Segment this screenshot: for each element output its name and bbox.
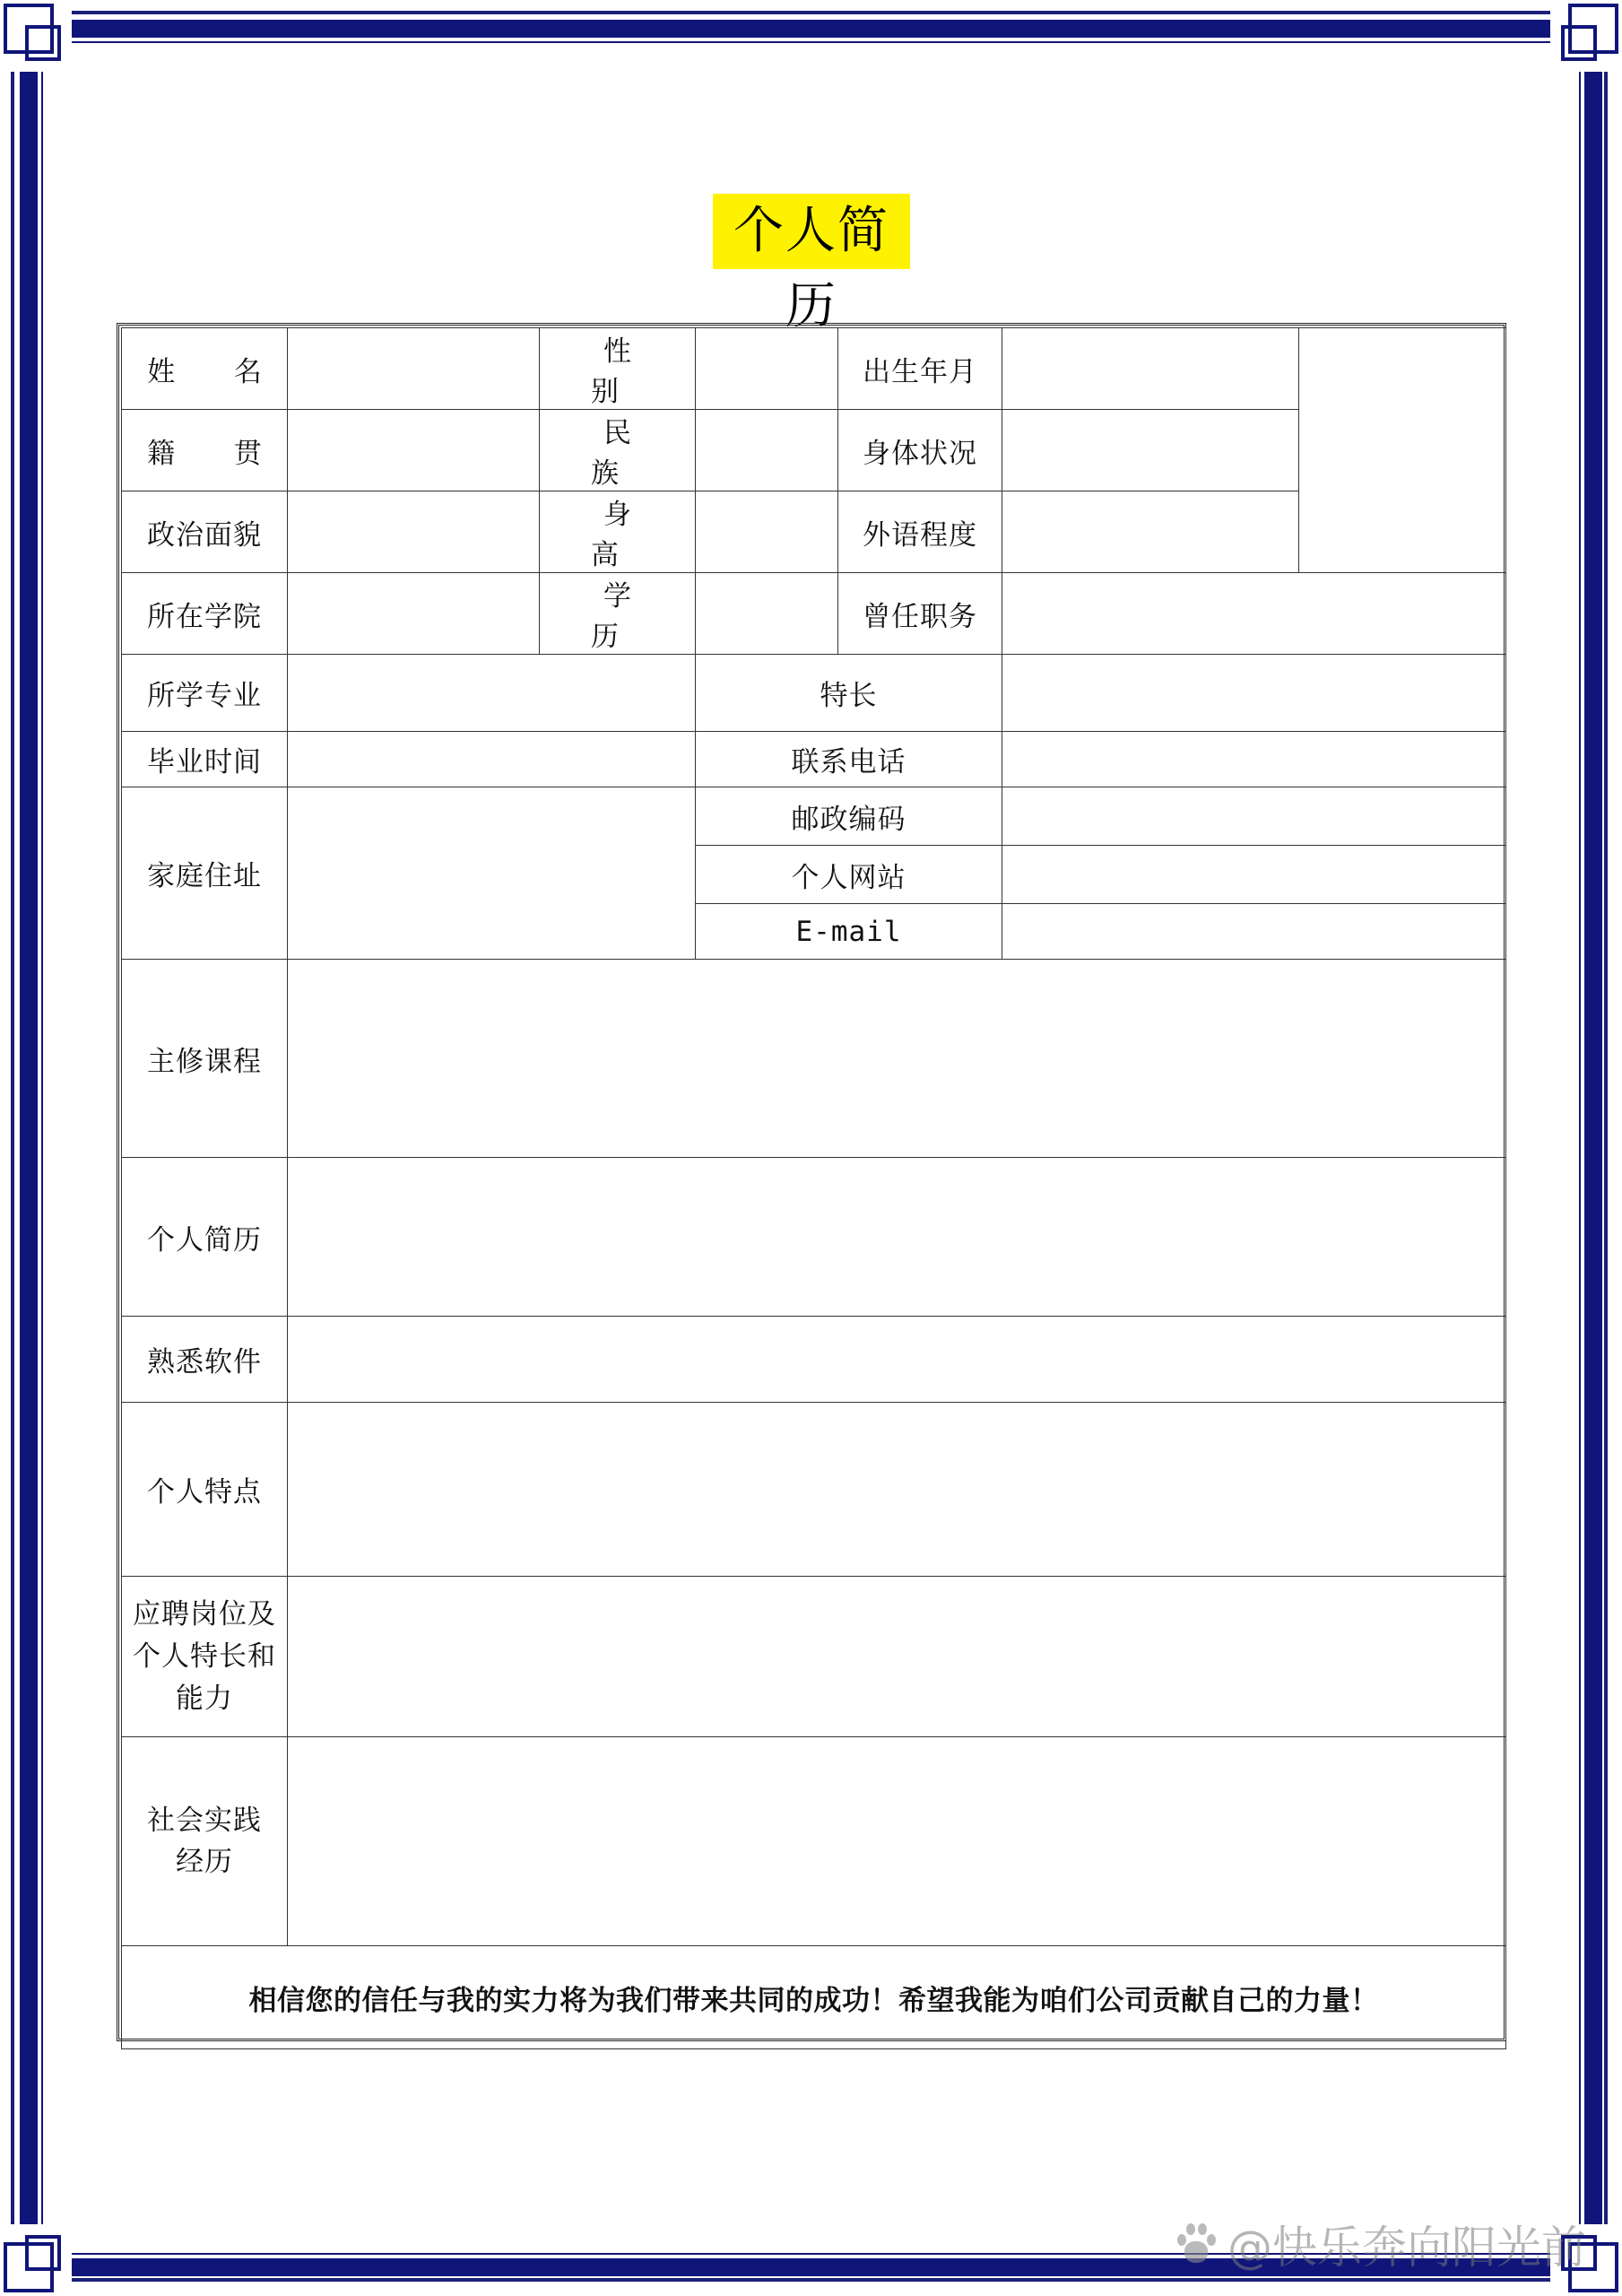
closing-statement: 相信您的信任与我的实力将为我们带来共同的成功！希望我能为咱们公司贡献自己的力量！ — [122, 1946, 1506, 2049]
software-field[interactable] — [288, 1317, 1506, 1403]
ethnicity-label: 民 族 — [540, 410, 696, 491]
language-level-field[interactable] — [1002, 491, 1299, 573]
major-field[interactable] — [288, 655, 696, 732]
language-level-label: 外语程度 — [838, 491, 1002, 573]
table-row — [122, 1946, 1506, 2049]
practice-field[interactable] — [288, 1737, 1506, 1946]
health-field[interactable] — [1002, 410, 1299, 491]
graduation-time-field[interactable] — [288, 732, 696, 787]
political-status-field[interactable] — [288, 491, 540, 573]
specialty-label: 特长 — [696, 655, 1002, 732]
table-row — [122, 787, 1506, 846]
graduation-time-label: 毕业时间 — [122, 732, 288, 787]
height-field[interactable] — [696, 491, 838, 573]
specialty-field[interactable] — [1002, 655, 1506, 732]
major-label: 所学专业 — [122, 655, 288, 732]
name-label: 姓 名 — [122, 328, 288, 410]
resume-table — [121, 327, 1506, 2049]
home-address-label: 家庭住址 — [122, 787, 288, 960]
table-row — [122, 960, 1506, 1158]
postcode-field[interactable] — [1002, 787, 1506, 846]
resume-label: 个人简历 — [122, 1158, 288, 1317]
email-field[interactable] — [1002, 904, 1506, 960]
name-field[interactable] — [288, 328, 540, 410]
job-ability-field[interactable] — [288, 1577, 1506, 1737]
phone-field[interactable] — [1002, 732, 1506, 787]
gender-label: 性 别 — [540, 328, 696, 410]
birth-field[interactable] — [1002, 328, 1299, 410]
education-label: 学 历 — [540, 573, 696, 655]
height-label: 身 高 — [540, 491, 696, 573]
paw-icon — [1174, 2222, 1219, 2266]
ethnicity-field[interactable] — [696, 410, 838, 491]
software-label: 熟悉软件 — [122, 1317, 288, 1403]
table-row — [122, 655, 1506, 732]
table-row — [122, 1158, 1506, 1317]
table-row — [122, 1737, 1506, 1946]
traits-label: 个人特点 — [122, 1403, 288, 1577]
courses-field[interactable] — [288, 960, 1506, 1158]
email-label: E-mail — [696, 904, 1002, 960]
birth-label: 出生年月 — [838, 328, 1002, 410]
resume-field[interactable] — [288, 1158, 1506, 1317]
corner-ornament-top-right — [1550, 0, 1622, 72]
former-position-label: 曾任职务 — [838, 573, 1002, 655]
native-place-label: 籍 贯 — [122, 410, 288, 491]
education-field[interactable] — [696, 573, 838, 655]
table-row — [122, 1403, 1506, 1577]
corner-ornament-top-left — [0, 0, 72, 72]
college-field[interactable] — [288, 573, 540, 655]
courses-label: 主修课程 — [122, 960, 288, 1158]
watermark-text: @快乐奔向阳光前 — [1227, 2222, 1586, 2274]
health-label: 身体状况 — [838, 410, 1002, 491]
table-row — [122, 1577, 1506, 1737]
gender-field[interactable] — [696, 328, 838, 410]
former-position-field[interactable] — [1002, 573, 1506, 655]
watermark — [1174, 2212, 1586, 2276]
traits-field[interactable] — [288, 1403, 1506, 1577]
table-row — [122, 732, 1506, 787]
website-label: 个人网站 — [696, 846, 1002, 904]
job-ability-label: 应聘岗位及个人特长和能力 — [122, 1577, 288, 1737]
website-field[interactable] — [1002, 846, 1506, 904]
table-row — [122, 491, 1506, 573]
postcode-label: 邮政编码 — [696, 787, 1002, 846]
document-title: 个人简历 — [713, 194, 910, 269]
practice-label: 社会实践经历 — [122, 1737, 288, 1946]
photo-cell[interactable] — [1299, 328, 1506, 573]
phone-label: 联系电话 — [696, 732, 1002, 787]
native-place-field[interactable] — [288, 410, 540, 491]
corner-ornament-bottom-left — [0, 2224, 72, 2296]
resume-table-frame — [117, 323, 1506, 2041]
table-row — [122, 1317, 1506, 1403]
table-row — [122, 573, 1506, 655]
home-address-field[interactable] — [288, 787, 696, 960]
political-status-label: 政治面貌 — [122, 491, 288, 573]
table-row — [122, 328, 1506, 410]
table-row — [122, 410, 1506, 491]
college-label: 所在学院 — [122, 573, 288, 655]
